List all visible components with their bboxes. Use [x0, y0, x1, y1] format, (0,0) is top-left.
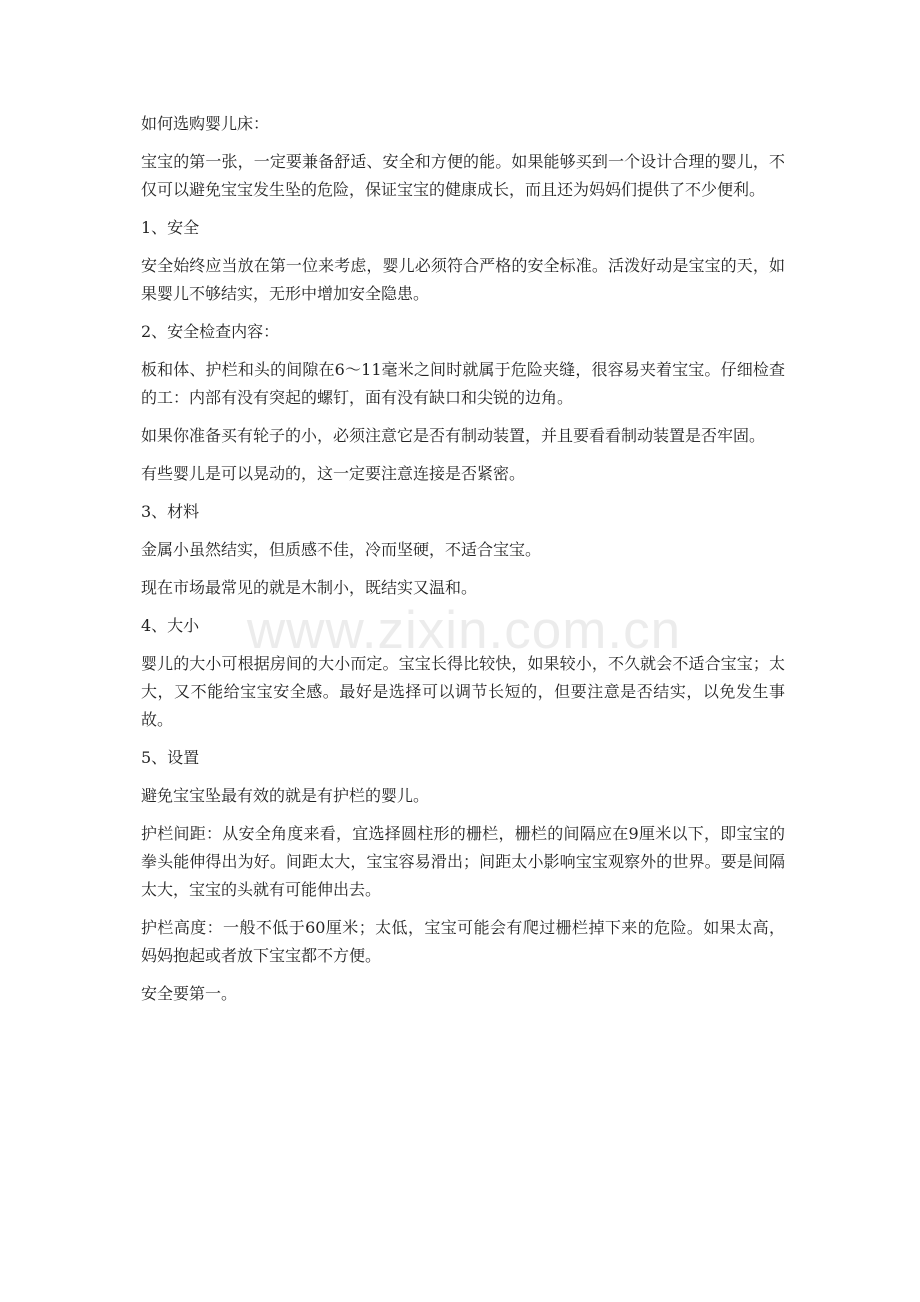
rail-height-paragraph: 护栏高度：一般不低于60厘米；太低，宝宝可能会有爬过栅栏掉下来的危险。如果太高，妈妈抱起或者放下宝宝都不方便。 — [141, 918, 785, 965]
closing-line: 安全要第一。 — [141, 984, 238, 1003]
size-paragraph: 婴儿的大小可根据房间的大小而定。宝宝长得比较快，如果较小，不久就会不适合宝宝；太大，又不能给宝宝安全感。最好是选择可以调节长短的，但要注意是否结实，以免发生事故。 — [141, 654, 785, 729]
material-paragraph-wood: 现在市场最常见的就是木制小，既结实又温和。 — [141, 578, 478, 597]
section-heading-safety: 1、安全 — [141, 218, 200, 237]
watermark: www.zixin.com.cn — [246, 601, 682, 660]
intro-paragraph: 宝宝的第一张，一定要兼备舒适、安全和方便的能。如果能够买到一个设计合理的婴儿，不仅可以避免宝宝发生坠的危险，保证宝宝的健康成长，而且还为妈妈们提供了不少便利。 — [141, 152, 785, 199]
section-heading-setup: 5、设置 — [141, 748, 200, 767]
rail-spacing-paragraph: 护栏间距：从安全角度来看，宜选择圆柱形的栅栏，栅栏的间隔应在9厘米以下，即宝宝的拳头能伸得出为好。间距太大，宝宝容易滑出；间距太小影响宝宝观察外的世界。要是间隔太大，宝宝的头就有可能伸出去。 — [141, 824, 785, 899]
document-body — [141, 110, 785, 1018]
safety-check-paragraph-wheels: 如果你准备买有轮子的小，必须注意它是否有制动装置，并且要看看制动装置是否牢固。 — [141, 426, 766, 445]
material-paragraph-metal: 金属小虽然结实，但质感不佳，冷而坚硬，不适合宝宝。 — [141, 540, 542, 559]
section-heading-material: 3、材料 — [141, 502, 200, 521]
setup-paragraph: 避免宝宝坠最有效的就是有护栏的婴儿。 — [141, 786, 430, 805]
doc-title: 如何选购婴儿床： — [141, 114, 270, 133]
section-heading-size: 4、大小 — [141, 616, 200, 635]
safety-paragraph: 安全始终应当放在第一位来考虑，婴儿必须符合严格的安全标准。活泼好动是宝宝的天，如果婴儿不够结实，无形中增加安全隐患。 — [141, 256, 785, 303]
section-heading-safety-check: 2、安全检查内容： — [141, 322, 280, 341]
safety-check-paragraph-rocking: 有些婴儿是可以晃动的，这一定要注意连接是否紧密。 — [141, 464, 526, 483]
safety-check-paragraph-gaps: 板和体、护栏和头的间隙在6～11毫米之间时就属于危险夹缝，很容易夹着宝宝。仔细检查的工：内部有没有突起的螺钉，面有没有缺口和尖锐的边角。 — [141, 360, 785, 407]
